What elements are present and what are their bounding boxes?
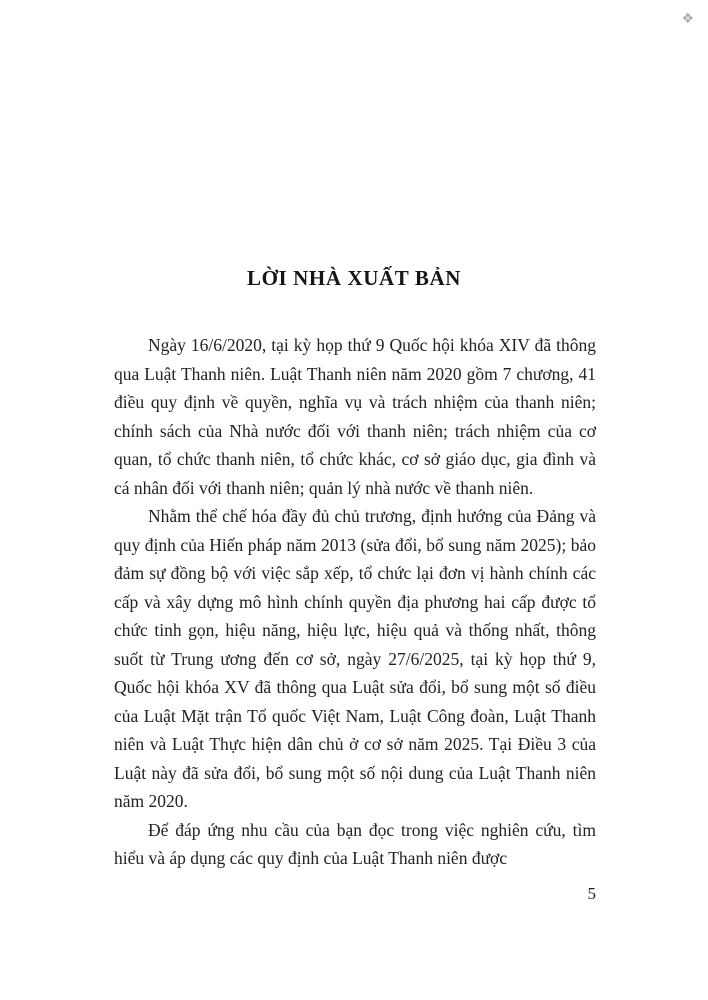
flower-ornament-icon: ❖ [681,11,694,27]
page-title: LỜI NHÀ XUẤT BẢN [247,266,461,290]
paragraph-3: Để đáp ứng nhu cầu của bạn đọc trong việc nghiên cứu, tìm hiểu và áp dụng các quy định của Luật Thanh niên được [114,819,596,868]
paragraph-1: Ngày 16/6/2020, tại kỳ họp thứ 9 Quốc hội khóa XIV đã thông qua Luật Thanh niên. Luật Thanh niên năm 2020 gồm 7 chương, 41 điều quy định về quyền, nghĩa vụ và trách nhiệm của thanh niên; chính sách của Nhà nước đối với thanh niên; trách nhiệm của cơ quan, tổ chức thanh niên, tổ chức khác, cơ sở giáo dục, gia đình và cá nhân đối với thanh niên; quản lý nhà nước về thanh niên. [114,335,596,498]
paragraph-2: Nhằm thể chế hóa đầy đủ chủ trương, định hướng của Đảng và quy định của Hiến pháp năm 2013 (sửa đổi, bổ sung năm 2025); bảo đảm sự đồng bộ với việc sắp xếp, tổ chức lại đơn vị hành chính các cấp và xây dựng mô hình chính quyền địa phương hai cấp được tổ chức tinh gọn, hiệu năng, hiệu lực, hiệu quả và thống nhất, thông suốt từ Trung ương đến cơ sở, ngày 27/6/2025, tại kỳ họp thứ 9, Quốc hội khóa XV đã thông qua Luật sửa đổi, bổ sung một số điều của Luật Mặt trận Tổ quốc Việt Nam, Luật Công đoàn, Luật Thanh niên và Luật Thực hiện dân chủ ở cơ sở năm 2025. Tại Điều 3 của Luật này đã sửa đổi, bổ sung một số nội dung của Luật Thanh niên năm 2020. [114,506,596,811]
body-text-block [114,331,596,873]
page-number: 5 [587,884,596,903]
